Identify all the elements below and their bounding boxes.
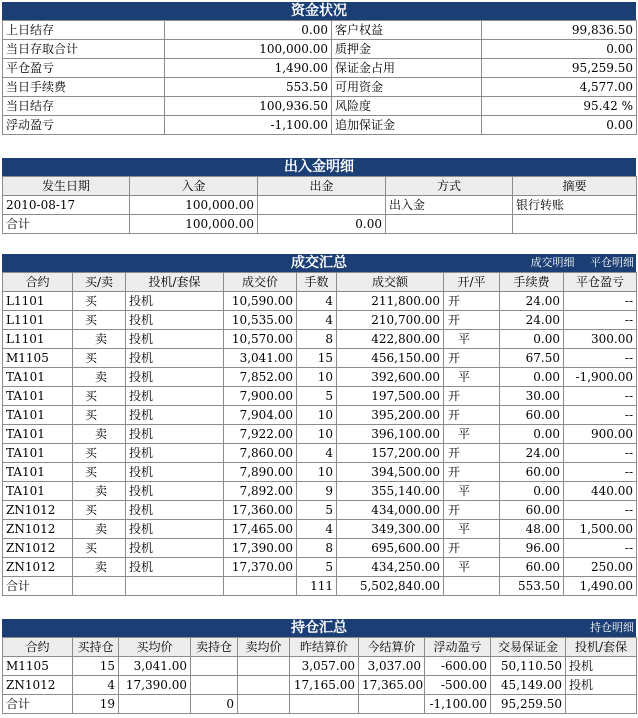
table-row (3, 657, 637, 676)
column-header: 方式 (386, 177, 513, 196)
table-cell: L1101 (3, 311, 73, 330)
table-cell: 45,149.00 (491, 676, 566, 695)
table-cell: 4 (297, 520, 337, 539)
table-cell: 900.00 (564, 425, 637, 444)
cash-total-row (3, 215, 637, 234)
table-row (3, 368, 637, 387)
trade-header-row (3, 273, 637, 292)
table-cell: 349,300.00 (337, 520, 444, 539)
position-detail-link[interactable]: 持仓明细 (590, 621, 634, 634)
table-row (3, 425, 637, 444)
table-cell: 3,041.00 (224, 349, 297, 368)
table-cell: 210,700.00 (337, 311, 444, 330)
fund-value: 553.50 (165, 78, 332, 97)
table-cell: TA101 (3, 368, 73, 387)
table-cell: 开 (444, 387, 500, 406)
table-cell: 投机 (566, 657, 637, 676)
table-row (3, 501, 637, 520)
fund-value: 95,259.50 (482, 59, 637, 78)
table-cell: 111 (297, 577, 337, 596)
table-cell: -- (564, 311, 637, 330)
table-cell: 60.00 (500, 501, 564, 520)
table-cell: TA101 (3, 387, 73, 406)
table-cell: 投机 (126, 330, 224, 349)
table-cell: 4 (297, 292, 337, 311)
table-cell: L1101 (3, 292, 73, 311)
table-cell: 平 (444, 558, 500, 577)
table-cell: -600.00 (425, 657, 491, 676)
table-cell: 投机 (126, 368, 224, 387)
table-cell: 17,370.00 (224, 558, 297, 577)
table-cell: 投机 (126, 482, 224, 501)
cash-header-row (3, 177, 637, 196)
table-cell: 投机 (126, 539, 224, 558)
table-cell: -- (564, 292, 637, 311)
table-cell: 3,041.00 (119, 657, 191, 676)
fund-label: 当日手续费 (3, 78, 165, 97)
fund-label: 追加保证金 (332, 116, 482, 135)
column-header: 合约 (3, 638, 73, 657)
fund-value: 0.00 (482, 40, 637, 59)
table-cell: 投机 (126, 311, 224, 330)
table-cell: 17,360.00 (224, 501, 297, 520)
table-cell (566, 695, 637, 714)
fund-status-title: 资金状况 (291, 3, 347, 19)
table-cell: 5,502,840.00 (337, 577, 444, 596)
fund-value: 99,836.50 (482, 21, 637, 40)
table-cell: 投机 (566, 676, 637, 695)
table-cell: 合计 (3, 215, 130, 234)
table-cell: 1,500.00 (564, 520, 637, 539)
fund-label: 可用资金 (332, 78, 482, 97)
table-cell: 买 (73, 406, 126, 425)
table-cell: 投机 (126, 425, 224, 444)
table-cell: 10,590.00 (224, 292, 297, 311)
trade-summary-title: 成交汇总 (291, 255, 347, 271)
table-cell: 买 (73, 463, 126, 482)
table-cell: 3,057.00 (290, 657, 359, 676)
table-cell: 合计 (3, 577, 73, 596)
table-cell: -- (564, 539, 637, 558)
trade-summary-section (2, 254, 636, 596)
table-cell: 开 (444, 349, 500, 368)
table-cell: 0 (191, 695, 238, 714)
table-cell: 96.00 (500, 539, 564, 558)
table-row (3, 330, 637, 349)
table-row (3, 311, 637, 330)
table-cell: 95,259.50 (491, 695, 566, 714)
table-cell: 3,037.00 (359, 657, 425, 676)
fund-label: 浮动盈亏 (3, 116, 165, 135)
fund-row (3, 78, 637, 97)
table-cell (126, 577, 224, 596)
table-cell (290, 695, 359, 714)
table-cell: 0.00 (500, 482, 564, 501)
table-cell: 投机 (126, 463, 224, 482)
column-header: 买持仓 (73, 638, 119, 657)
table-cell: -- (564, 444, 637, 463)
table-cell: 422,800.00 (337, 330, 444, 349)
table-cell: 投机 (126, 501, 224, 520)
column-header: 手数 (297, 273, 337, 292)
fund-label: 上日结存 (3, 21, 165, 40)
table-row (3, 463, 637, 482)
trade-summary-table (2, 272, 637, 596)
table-cell: 67.50 (500, 349, 564, 368)
position-summary-header (2, 619, 636, 637)
fund-label: 平仓盈亏 (3, 59, 165, 78)
table-cell: 0.00 (500, 330, 564, 349)
table-cell: 开 (444, 501, 500, 520)
table-row (3, 444, 637, 463)
table-cell: 买 (73, 292, 126, 311)
table-cell (386, 215, 513, 234)
table-cell: -1,100.00 (425, 695, 491, 714)
table-cell: 开 (444, 311, 500, 330)
column-header: 平仓盈亏 (564, 273, 637, 292)
table-cell: 15 (73, 657, 119, 676)
fund-value: 0.00 (482, 116, 637, 135)
table-cell: 10 (297, 368, 337, 387)
table-cell: 456,150.00 (337, 349, 444, 368)
column-header: 开/平 (444, 273, 500, 292)
table-cell: TA101 (3, 482, 73, 501)
fund-value: -1,100.00 (165, 116, 332, 135)
table-cell (119, 695, 191, 714)
table-cell: 投机 (126, 292, 224, 311)
table-cell: 300.00 (564, 330, 637, 349)
table-cell: 买 (73, 539, 126, 558)
close-detail-link[interactable]: 平仓明细 (590, 256, 634, 269)
fund-row (3, 59, 637, 78)
table-cell: M1105 (3, 349, 73, 368)
table-cell: 19 (73, 695, 119, 714)
table-cell: 平 (444, 368, 500, 387)
table-cell: 100,000.00 (130, 196, 258, 215)
column-header: 交易保证金 (491, 638, 566, 657)
table-cell (258, 196, 386, 215)
table-cell: 4 (297, 444, 337, 463)
column-header: 买均价 (119, 638, 191, 657)
fund-row (3, 97, 637, 116)
position-summary-table (2, 637, 637, 714)
table-cell: 开 (444, 292, 500, 311)
table-cell: 392,600.00 (337, 368, 444, 387)
table-cell: TA101 (3, 444, 73, 463)
table-cell: 60.00 (500, 463, 564, 482)
table-cell: 695,600.00 (337, 539, 444, 558)
fund-label: 风险度 (332, 97, 482, 116)
table-cell: 60.00 (500, 558, 564, 577)
table-cell: 17,165.00 (290, 676, 359, 695)
table-cell: 4 (297, 311, 337, 330)
table-cell: 250.00 (564, 558, 637, 577)
column-header: 昨结算价 (290, 638, 359, 657)
table-cell: 投机 (126, 558, 224, 577)
position-summary-title: 持仓汇总 (291, 620, 347, 636)
table-cell: 卖 (73, 330, 126, 349)
table-cell: 7,892.00 (224, 482, 297, 501)
column-header: 手续费 (500, 273, 564, 292)
position-header-row (3, 638, 637, 657)
cash-flow-section (2, 158, 636, 234)
table-cell: 投机 (126, 406, 224, 425)
fund-value: 100,000.00 (165, 40, 332, 59)
table-cell: 355,140.00 (337, 482, 444, 501)
trade-detail-link[interactable]: 成交明细 (530, 256, 575, 269)
table-cell: 17,465.00 (224, 520, 297, 539)
column-header: 卖均价 (238, 638, 290, 657)
table-cell: -- (564, 406, 637, 425)
table-cell: 平 (444, 425, 500, 444)
table-cell: 434,250.00 (337, 558, 444, 577)
column-header: 成交额 (337, 273, 444, 292)
table-cell: 9 (297, 482, 337, 501)
table-row (3, 676, 637, 695)
fund-label: 保证金占用 (332, 59, 482, 78)
table-cell: -- (564, 349, 637, 368)
table-cell: ZN1012 (3, 539, 73, 558)
table-cell: -- (564, 501, 637, 520)
table-cell (238, 676, 290, 695)
table-row (3, 539, 637, 558)
column-header: 发生日期 (3, 177, 130, 196)
table-cell: ZN1012 (3, 558, 73, 577)
table-cell: 买 (73, 387, 126, 406)
table-cell: 投机 (126, 349, 224, 368)
column-header: 入金 (130, 177, 258, 196)
cash-flow-table (2, 176, 637, 234)
table-cell: 0.00 (258, 215, 386, 234)
fund-label: 当日结存 (3, 97, 165, 116)
table-cell (73, 577, 126, 596)
fund-status-header (2, 2, 636, 20)
table-cell: 17,365.00 (359, 676, 425, 695)
table-cell: 7,890.00 (224, 463, 297, 482)
table-row (3, 387, 637, 406)
table-cell: 17,390.00 (224, 539, 297, 558)
table-cell (513, 215, 637, 234)
table-cell: M1105 (3, 657, 73, 676)
table-cell (238, 695, 290, 714)
cash-flow-header (2, 158, 636, 176)
fund-row (3, 21, 637, 40)
table-cell: 17,390.00 (119, 676, 191, 695)
table-row (3, 349, 637, 368)
fund-value: 1,490.00 (165, 59, 332, 78)
table-cell: 50,110.50 (491, 657, 566, 676)
table-cell: 平 (444, 520, 500, 539)
table-cell: -500.00 (425, 676, 491, 695)
table-cell: 开 (444, 406, 500, 425)
table-cell: 平 (444, 330, 500, 349)
table-cell: ZN1012 (3, 520, 73, 539)
column-header: 成交价 (224, 273, 297, 292)
trade-total-row (3, 577, 637, 596)
table-cell: 100,000.00 (130, 215, 258, 234)
table-cell: 5 (297, 387, 337, 406)
table-cell: 7,860.00 (224, 444, 297, 463)
column-header: 合约 (3, 273, 73, 292)
table-cell: 4 (73, 676, 119, 695)
table-cell: 10 (297, 406, 337, 425)
table-cell: 197,500.00 (337, 387, 444, 406)
table-cell (224, 577, 297, 596)
table-cell: 0.00 (500, 425, 564, 444)
table-cell: 银行转账 (513, 196, 637, 215)
table-cell: 8 (297, 539, 337, 558)
table-cell: L1101 (3, 330, 73, 349)
fund-row (3, 116, 637, 135)
cash-flow-title: 出入金明细 (284, 159, 354, 175)
column-header: 卖持仓 (191, 638, 238, 657)
table-cell: 24.00 (500, 444, 564, 463)
table-cell: ZN1012 (3, 676, 73, 695)
table-cell: 买 (73, 501, 126, 520)
table-cell: TA101 (3, 425, 73, 444)
table-cell: 开 (444, 539, 500, 558)
position-total-row (3, 695, 637, 714)
fund-label: 当日存取合计 (3, 40, 165, 59)
table-cell: 7,852.00 (224, 368, 297, 387)
table-cell: 2010-08-17 (3, 196, 130, 215)
position-summary-section (2, 619, 636, 714)
table-cell: 1,490.00 (564, 577, 637, 596)
table-cell: 买 (73, 349, 126, 368)
table-cell: 440.00 (564, 482, 637, 501)
table-row (3, 292, 637, 311)
table-cell: 合计 (3, 695, 73, 714)
fund-value: 95.42 % (482, 97, 637, 116)
table-cell: 投机 (126, 520, 224, 539)
table-cell: 卖 (73, 520, 126, 539)
fund-value: 4,577.00 (482, 78, 637, 97)
table-cell: 卖 (73, 482, 126, 501)
column-header: 今结算价 (359, 638, 425, 657)
table-cell: 卖 (73, 558, 126, 577)
table-cell: 10,570.00 (224, 330, 297, 349)
column-header: 买/卖 (73, 273, 126, 292)
table-cell: 7,922.00 (224, 425, 297, 444)
fund-label: 客户权益 (332, 21, 482, 40)
table-cell: 394,500.00 (337, 463, 444, 482)
table-cell: 8 (297, 330, 337, 349)
table-row (3, 520, 637, 539)
table-cell: 5 (297, 558, 337, 577)
table-cell: 396,100.00 (337, 425, 444, 444)
table-cell: 平 (444, 482, 500, 501)
table-cell: 10 (297, 463, 337, 482)
fund-value: 0.00 (165, 21, 332, 40)
table-cell: 395,200.00 (337, 406, 444, 425)
table-row (3, 482, 637, 501)
table-cell: ZN1012 (3, 501, 73, 520)
table-cell: 投机 (126, 387, 224, 406)
column-header: 摘要 (513, 177, 637, 196)
table-cell: 开 (444, 463, 500, 482)
table-cell: 10 (297, 425, 337, 444)
table-cell: 买 (73, 311, 126, 330)
table-cell (238, 657, 290, 676)
column-header: 投机/套保 (126, 273, 224, 292)
table-cell: 卖 (73, 425, 126, 444)
table-cell: -- (564, 387, 637, 406)
table-cell: 15 (297, 349, 337, 368)
table-cell: 24.00 (500, 292, 564, 311)
fund-status-section (2, 2, 636, 135)
table-cell: 0.00 (500, 368, 564, 387)
fund-row (3, 40, 637, 59)
table-cell: 投机 (126, 444, 224, 463)
table-row (3, 406, 637, 425)
table-cell: 7,900.00 (224, 387, 297, 406)
table-cell: 30.00 (500, 387, 564, 406)
table-cell: 157,200.00 (337, 444, 444, 463)
table-row (3, 196, 637, 215)
table-cell: 7,904.00 (224, 406, 297, 425)
table-cell (191, 676, 238, 695)
table-cell: 211,800.00 (337, 292, 444, 311)
table-cell: 出入金 (386, 196, 513, 215)
table-cell (359, 695, 425, 714)
table-cell: -- (564, 463, 637, 482)
fund-label: 质押金 (332, 40, 482, 59)
table-cell: 买 (73, 444, 126, 463)
table-cell (191, 657, 238, 676)
table-cell: -1,900.00 (564, 368, 637, 387)
table-row (3, 558, 637, 577)
table-cell: 434,000.00 (337, 501, 444, 520)
fund-value: 100,936.50 (165, 97, 332, 116)
trade-summary-header (2, 254, 636, 272)
table-cell: 开 (444, 444, 500, 463)
column-header: 浮动盈亏 (425, 638, 491, 657)
table-cell: TA101 (3, 406, 73, 425)
fund-status-table (2, 20, 637, 135)
table-cell: 10,535.00 (224, 311, 297, 330)
table-cell: 5 (297, 501, 337, 520)
table-cell: 卖 (73, 368, 126, 387)
table-cell (444, 577, 500, 596)
column-header: 投机/套保 (566, 638, 637, 657)
table-cell: 60.00 (500, 406, 564, 425)
table-cell: 24.00 (500, 311, 564, 330)
column-header: 出金 (258, 177, 386, 196)
table-cell: 553.50 (500, 577, 564, 596)
table-cell: 48.00 (500, 520, 564, 539)
table-cell: TA101 (3, 463, 73, 482)
